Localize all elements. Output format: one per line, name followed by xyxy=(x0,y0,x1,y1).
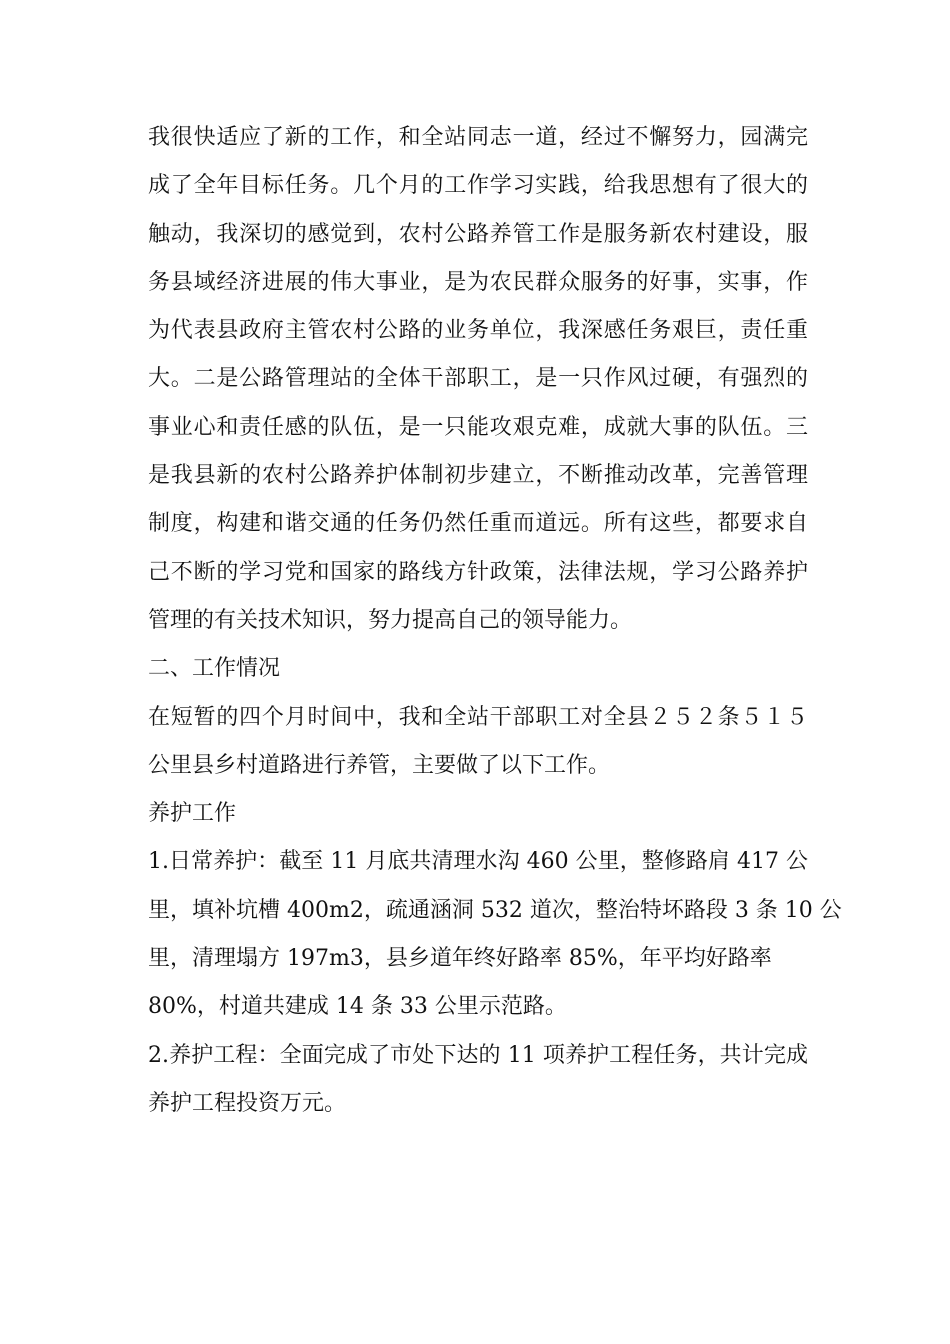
text-line: 为代表县政府主管农村公路的业务单位，我深感任务艰巨，责任重 xyxy=(148,318,808,344)
text-line: 在短暂的四个月时间中，我和全站干部职工对全县２５２条５１５ xyxy=(148,704,808,730)
text-line: 养护工程投资万元。 xyxy=(148,1090,347,1116)
text-line: 公里县乡村道路进行养管，主要做了以下工作。 xyxy=(148,752,611,778)
text-line: 大。二是公路管理站的全体干部职工，是一只作风过硬，有强烈的 xyxy=(148,366,808,392)
text-line: 制度，构建和谐交通的任务仍然任重而道远。所有这些，都要求自 xyxy=(148,511,808,537)
text-line: 2.养护工程：全面完成了市处下达的 11 项养护工程任务，共计完成 xyxy=(148,1042,808,1068)
text-line: 里，填补坑槽 400m2，疏通涵洞 532 道次，整治特坏路段 3 条 10 公 xyxy=(148,897,842,923)
text-line: 我很快适应了新的工作，和全站同志一道，经过不懈努力，园满完 xyxy=(148,125,808,150)
section-heading: 二、工作情况 xyxy=(148,656,281,682)
text-line: 80%，村道共建成 14 条 33 公里示范路。 xyxy=(148,994,567,1020)
body-text xyxy=(148,114,842,1128)
text-line: 成了全年目标任务。几个月的工作学习实践，给我思想有了很大的 xyxy=(148,173,808,199)
text-line: 务县域经济进展的伟大事业，是为农民群众服务的好事，实事，作 xyxy=(148,269,808,295)
subsection-heading: 养护工作 xyxy=(148,801,237,827)
text-line: 触动，我深切的感觉到，农村公路养管工作是服务新农村建设，服 xyxy=(148,221,808,247)
text-line: 1.日常养护：截至 11 月底共清理水沟 460 公里，整修路肩 417 公 xyxy=(148,849,808,875)
text-line: 事业心和责任感的队伍，是一只能攻艰克难，成就大事的队伍。三 xyxy=(148,414,808,440)
text-line: 管理的有关技术知识，努力提高自己的领导能力。 xyxy=(148,607,633,633)
text-line: 里，清理塌方 197m3，县乡道年终好路率 85%，年平均好路率 xyxy=(148,946,772,972)
text-line: 己不断的学习党和国家的路线方针政策，法律法规，学习公路养护 xyxy=(148,559,808,585)
text-line: 是我县新的农村公路养护体制初步建立，不断推动改革，完善管理 xyxy=(148,463,808,489)
